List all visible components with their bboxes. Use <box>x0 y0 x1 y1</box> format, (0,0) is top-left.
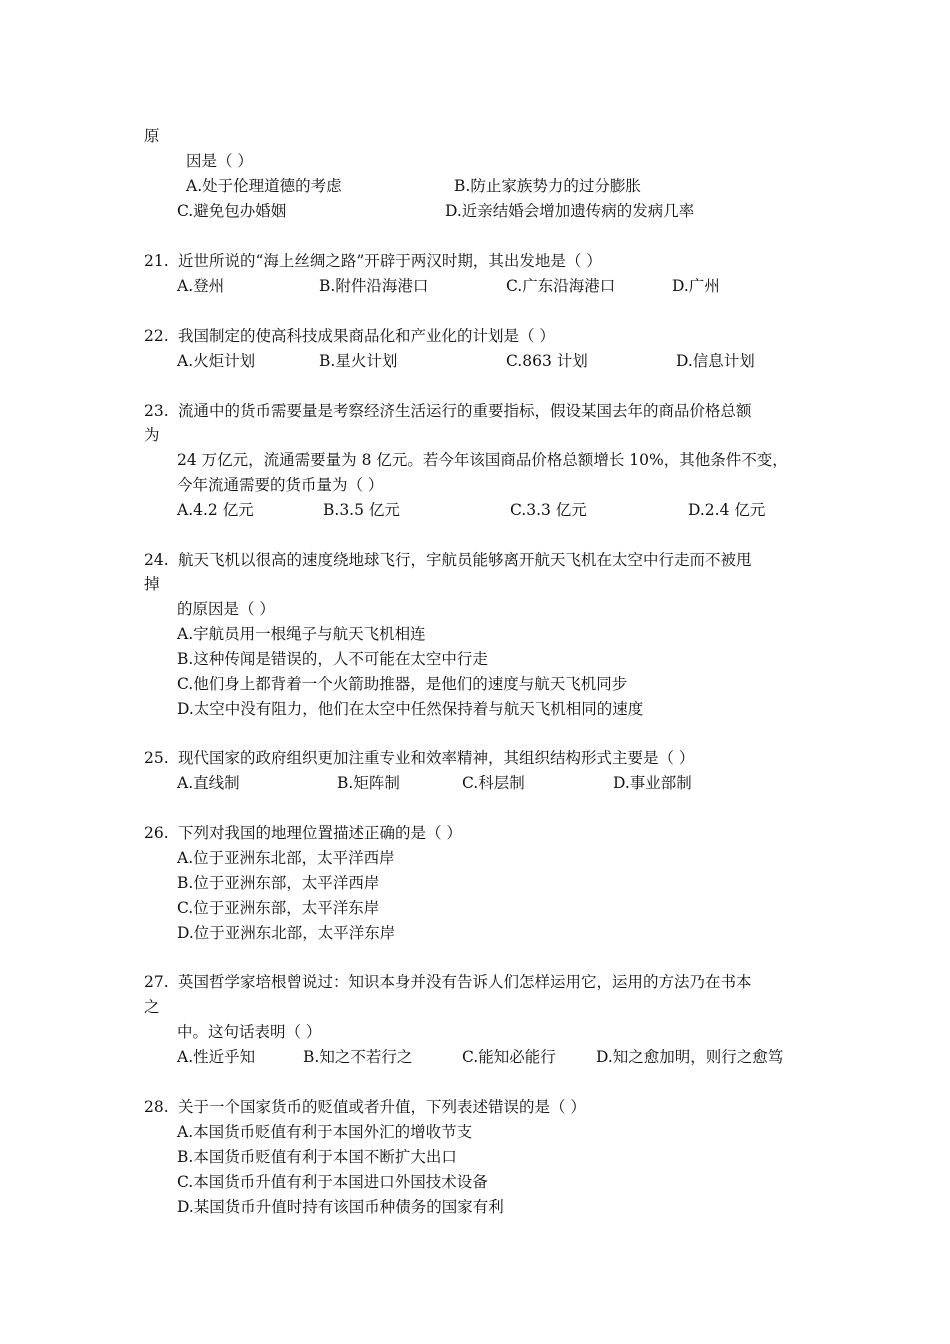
q26-option-d: D.位于亚洲东北部，太平洋东岸 <box>177 924 396 942</box>
q24-option-c: C.他们身上都背着一个火箭助推器，是他们的速度与航天飞机同步 <box>177 675 628 693</box>
q25-option-d: D.事业部制 <box>613 774 692 792</box>
q28-number: 28. <box>144 1098 169 1116</box>
q22-option-a: A.火炬计划 <box>177 352 256 370</box>
q24-stem-line1: 航天飞机以很高的速度绕地球飞行，宇航员能够离开航天飞机在太空中行走而不被甩 <box>178 551 752 569</box>
q27-option-a: A.性近乎知 <box>177 1048 256 1066</box>
q27-number: 27. <box>144 973 169 991</box>
q22-option-b: B.星火计划 <box>319 352 398 370</box>
q24-stem-line2: 的原因是（ ） <box>177 600 275 618</box>
q23-option-c: C.3.3 亿元 <box>510 501 587 519</box>
q25-option-c: C.科层制 <box>462 774 525 792</box>
q24-option-a: A.宇航员用一根绳子与航天飞机相连 <box>177 625 426 643</box>
q22-option-c: C.863 计划 <box>506 352 588 370</box>
q27-stem-wrap: 之 <box>144 998 160 1016</box>
q22-number: 22. <box>144 327 169 345</box>
q23-option-b: B.3.5 亿元 <box>323 501 400 519</box>
q22-option-d: D.信息计划 <box>676 352 755 370</box>
q23-stem-line1: 流通中的货币需要量是考察经济生活运行的重要指标，假设某国去年的商品价格总额 <box>178 402 752 420</box>
q27-option-c: C.能知必能行 <box>462 1048 556 1066</box>
q21-option-b: B.附件沿海港口 <box>319 277 429 295</box>
q25-number: 25. <box>144 749 169 767</box>
q20-option-a: A.处于伦理道德的考虑 <box>186 177 342 195</box>
q23-number: 23. <box>144 402 169 420</box>
q20-option-c: C.避免包办婚姻 <box>177 202 287 220</box>
q25-option-b: B.矩阵制 <box>337 774 400 792</box>
q21-option-d: D.广州 <box>672 277 720 295</box>
q23-stem-line3: 今年流通需要的货币量为（ ） <box>177 476 384 494</box>
q28-option-c: C.本国货币升值有利于本国进口外国技术设备 <box>177 1173 488 1191</box>
q23-option-d: D.2.4 亿元 <box>688 501 766 519</box>
q24-option-d: D.太空中没有阻力，他们在太空中任然保持着与航天飞机相同的速度 <box>177 700 644 718</box>
q25-option-a: A.直线制 <box>177 774 240 792</box>
q20-option-b: B.防止家族势力的过分膨胀 <box>454 177 641 195</box>
q21-option-c: C.广东沿海港口 <box>506 277 616 295</box>
q24-stem-wrap: 掉 <box>144 575 160 593</box>
q22-stem: 我国制定的使高科技成果商品化和产业化的计划是（ ） <box>178 327 555 345</box>
q20-stem: 因是（ ） <box>186 152 253 170</box>
q25-stem: 现代国家的政府组织更加注重专业和效率精神，其组织结构形式主要是（ ） <box>178 749 695 767</box>
q20-option-d: D.近亲结婚会增加遗传病的发病几率 <box>445 202 695 220</box>
q21-stem: 近世所说的“海上丝绸之路”开辟于两汉时期，其出发地是（ ） <box>178 252 602 270</box>
q26-option-c: C.位于亚洲东部，太平洋东岸 <box>177 899 380 917</box>
q26-option-a: A.位于亚洲东北部，太平洋西岸 <box>177 849 395 867</box>
q26-stem: 下列对我国的地理位置描述正确的是（ ） <box>178 824 462 842</box>
q28-option-d: D.某国货币升值时持有该国币种债务的国家有利 <box>177 1198 504 1216</box>
q23-option-a: A.4.2 亿元 <box>177 501 254 519</box>
q21-option-a: A.登州 <box>177 277 225 295</box>
q26-option-b: B.位于亚洲东部，太平洋西岸 <box>177 874 380 892</box>
q27-stem-line2: 中。这句话表明（ ） <box>177 1023 322 1041</box>
q20-continuation-wrap: 原 <box>144 127 160 145</box>
q28-stem: 关于一个国家货币的贬值或者升值，下列表述错误的是（ ） <box>178 1098 586 1116</box>
q21-number: 21. <box>144 252 169 270</box>
q27-stem-line1: 英国哲学家培根曾说过：知识本身并没有告诉人们怎样运用它，运用的方法乃在书本 <box>178 973 752 991</box>
q24-number: 24. <box>144 551 169 569</box>
q27-option-b: B.知之不若行之 <box>303 1048 413 1066</box>
q23-stem-line2: 24 万亿元，流通需要量为 8 亿元。若今年该国商品价格总额增长 10%，其他条件不变， <box>177 451 788 469</box>
q27-option-d: D.知之愈加明，则行之愈笃 <box>596 1048 784 1066</box>
q26-number: 26. <box>144 824 169 842</box>
q24-option-b: B.这种传闻是错误的，人不可能在太空中行走 <box>177 650 488 668</box>
q23-stem-wrap: 为 <box>144 426 160 444</box>
q28-option-a: A.本国货币贬值有利于本国外汇的增收节支 <box>177 1123 473 1141</box>
q28-option-b: B.本国货币贬值有利于本国不断扩大出口 <box>177 1148 457 1166</box>
